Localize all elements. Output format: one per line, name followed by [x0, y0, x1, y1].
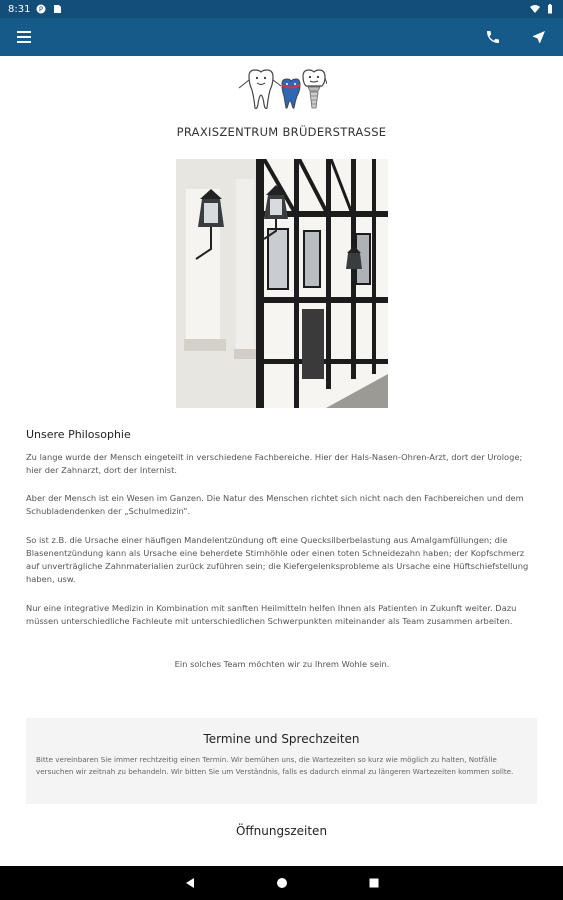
philosophy-closing: Ein solches Team möchten wir zu Ihrem Wohle sein. [174, 659, 390, 669]
wifi-icon [530, 4, 540, 14]
appointments-card [26, 718, 537, 804]
philosophy-heading: Unsere Philosophie [26, 428, 131, 441]
menu-button[interactable] [12, 25, 36, 49]
philosophy-paragraph: So ist z.B. die Ursache einer häufigen Mandelentzündung oft eine Quecksilberbelastung aus Amalgamfüllungen; die Blasenentzündung kann als Ursache eine beherdete Stirnhöhle oder einen toten Schneidezahn haben; der Kopfschmerz auf unverträgliche Zahnmaterialien zurück zuführen sein; die Kiefergelenksprobleme als Ursache eine Hüftschiefstellung haben, usw. [26, 535, 529, 584]
philosophy-paragraph: Nur eine integrative Medizin in Kombination mit sanften Heilmitteln helfen Ihnen als Patienten in Zukunft weiter. Dazu müssen unterschiedliche Fachleute mit unterschiedlichen Schwerpunkten miteinander als Team zusammen arbeiten. [26, 603, 517, 626]
recents-square-icon [368, 877, 380, 889]
back-triangle-icon [184, 877, 196, 889]
practice-title: PRAXISZENTRUM BRÜDERSTRASSE [176, 125, 387, 139]
dental-logo [235, 68, 327, 112]
appointments-text: Bitte vereinbaren Sie immer rechtzeitig einen Termin. Wir bemühen uns, die Wartezeiten so kurz wie möglich zu halten, Notfälle versuchen wir zeitnah zu behandeln. Wir bitten Sie um Verständnis, falls es dadurch einmal zu längeren Wartezeiten kommen sollte. [36, 755, 514, 776]
building-photo [176, 159, 388, 408]
menu-icon [16, 30, 32, 44]
navigate-button[interactable] [527, 25, 551, 49]
status-bar [0, 0, 563, 18]
navigation-arrow-icon [531, 29, 547, 45]
home-button[interactable] [270, 871, 294, 895]
system-nav-bar [0, 866, 563, 900]
phone-icon [485, 29, 501, 45]
home-circle-icon [276, 877, 288, 889]
battery-icon [545, 4, 555, 14]
philosophy-paragraph: Aber der Mensch ist ein Wesen im Ganzen. Die Natur des Menschen richtet sich nicht nach den Fachbereichen und dem Schubladendenken der „Schulmedizin“. [26, 493, 524, 516]
status-time: 8:31 [8, 3, 31, 15]
main-content[interactable] [0, 56, 563, 866]
appointments-title: Termine und Sprechzeiten [203, 732, 360, 746]
back-button[interactable] [178, 871, 202, 895]
call-button[interactable] [481, 25, 505, 49]
app-bar [0, 18, 563, 56]
svg-text:P: P [39, 5, 44, 14]
sim-icon [52, 4, 62, 14]
opening-hours-title: Öffnungszeiten [235, 824, 328, 838]
notification-icon [36, 4, 46, 14]
recents-button[interactable] [362, 871, 386, 895]
philosophy-paragraph: Zu lange wurde der Mensch eingeteilt in verschiedene Fachbereiche. Hier der Hals-Nasen-Ohren-Arzt, dort der Urologe; hier der Zahnarzt, dort der Internist. [26, 452, 523, 475]
